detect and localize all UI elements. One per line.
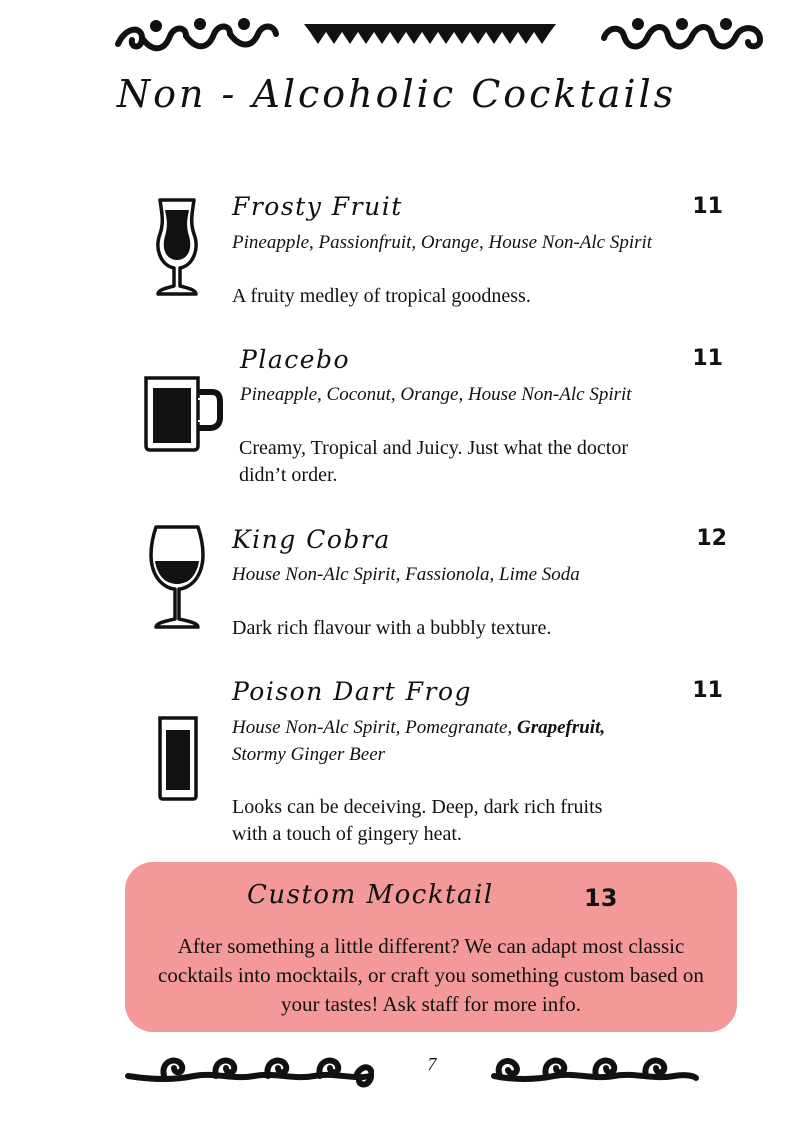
- price-frosty-fruit: 11: [692, 194, 723, 219]
- bottom-left-ornament: [124, 1050, 374, 1090]
- page-title: Non - Alcoholic Cocktails: [116, 72, 677, 116]
- bottom-right-ornament: [490, 1050, 700, 1090]
- item-ingredients-placebo: Pineapple, Coconut, Orange, House Non-Alc Spirit: [240, 384, 632, 405]
- ingredients-part1: House Non-Alc Spirit, Pomegranate,: [232, 717, 517, 738]
- item-description-pdf-line1: Looks can be deceiving. Deep, dark rich fruits: [232, 796, 603, 818]
- item-name-placebo: Placebo: [240, 345, 351, 374]
- highball-glass-icon: [156, 714, 200, 802]
- custom-mocktail-name: Custom Mocktail: [247, 880, 494, 910]
- beer-mug-icon: [140, 372, 224, 454]
- item-description-frosty-fruit: A fruity medley of tropical goodness.: [232, 285, 531, 307]
- custom-line3: your tastes! Ask staff for more info.: [281, 992, 581, 1016]
- custom-mocktail-description: [140, 932, 722, 1019]
- wine-glass-icon: [148, 523, 206, 633]
- item-description-placebo-line2: didn’t order.: [239, 464, 338, 486]
- price-placebo: 11: [692, 346, 723, 371]
- page-number: 7: [427, 1054, 437, 1074]
- custom-line2: cocktails into mocktails, or craft you something custom based on: [158, 963, 704, 987]
- item-name-frosty-fruit: Frosty Fruit: [232, 192, 403, 221]
- item-description-poison-dart-frog: [232, 794, 672, 848]
- item-name-king-cobra: King Cobra: [232, 525, 391, 554]
- price-poison-dart-frog: 11: [692, 678, 723, 703]
- custom-line1: After something a little different? We can adapt most classic: [177, 934, 685, 958]
- hurricane-glass-icon: [152, 196, 202, 300]
- item-ingredients-poison-dart-frog: [232, 714, 652, 768]
- ingredients-bold-grapefruit: Grapefruit,: [516, 717, 606, 738]
- item-description-pdf-line2: with a touch of gingery heat.: [232, 823, 462, 845]
- top-right-ornament: [598, 14, 773, 56]
- item-ingredients-frosty-fruit: Pineapple, Passionfruit, Orange, House Non-Alc Spirit: [232, 232, 653, 253]
- ingredients-line2: Stormy Ginger Beer: [232, 744, 386, 765]
- item-ingredients-king-cobra: House Non-Alc Spirit, Fassionola, Lime Soda: [232, 564, 580, 585]
- item-description-placebo-line1: Creamy, Tropical and Juicy. Just what the doctor: [239, 437, 629, 459]
- top-left-ornament: [112, 14, 287, 56]
- top-banner-ornament: [300, 20, 560, 48]
- price-king-cobra: 12: [696, 526, 727, 551]
- item-name-poison-dart-frog: Poison Dart Frog: [232, 677, 473, 706]
- custom-mocktail-price: 13: [584, 884, 618, 912]
- item-description-placebo: [239, 435, 679, 489]
- item-description-king-cobra: Dark rich flavour with a bubbly texture.: [232, 617, 552, 639]
